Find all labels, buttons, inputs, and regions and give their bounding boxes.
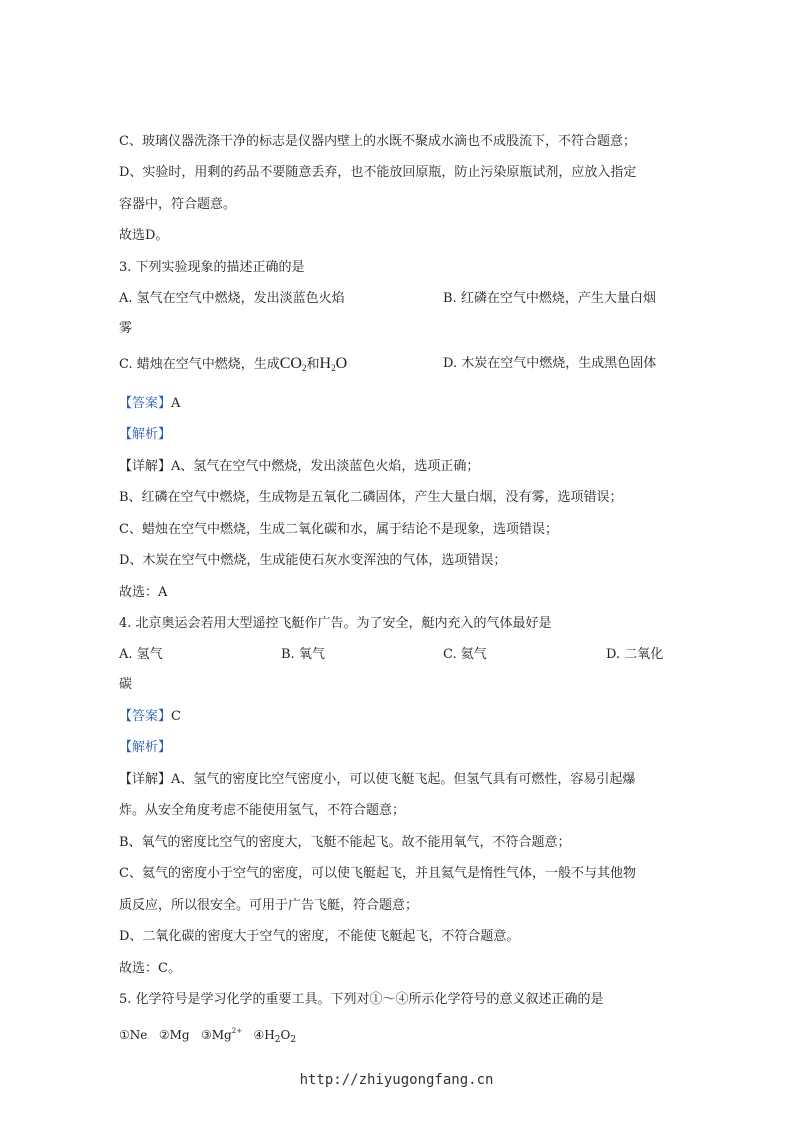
detail-line: 质反应，所以很安全。可用于广告飞艇，符合题意； (119, 898, 419, 913)
detail-line: 炸。从安全角度考虑不能使用氢气，不符合题意； (119, 803, 406, 818)
question-stem: 3. 下列实验现象的描述正确的是 (119, 260, 305, 275)
symbol-item-1: ①Ne (119, 1028, 148, 1042)
detail-line: D、二氧化碳的密度大于空气的密度，不能使飞艇起飞，不符合题意。 (119, 929, 520, 944)
option-a: A. 氢气 (119, 647, 163, 662)
symbol-item-4: $④H_2O_2$ (253, 1028, 297, 1045)
option-b: B. 红磷在空气中燃烧，产生大量白烟 (443, 291, 656, 306)
detail-text: A、氢气在空气中燃烧，发出淡蓝色火焰，选项正确； (171, 459, 480, 474)
detail-text: A、氢气的密度比空气密度小，可以使飞艇飞起。但氢气具有可燃性，容易引起爆 (171, 772, 636, 787)
option-a: A. 氢气在空气中燃烧，发出淡蓝色火焰 (119, 291, 345, 306)
text-line: D、实验时，用剩的药品不要随意丢弃，也不能放回原瓶，防止污染原瓶试剂，应放入指定 (119, 165, 637, 180)
question-stem: 5. 化学符号是学习化学的重要工具。下列对①～④所示化学符号的意义叙述正确的是 (119, 992, 604, 1007)
formula-co2: $CO_2$ (279, 355, 307, 373)
analysis-label: 【解析】 (119, 740, 172, 755)
option-d-wrap: 碳 (119, 677, 133, 692)
answer-line (119, 708, 181, 726)
detail-label: 【详解】 (119, 459, 172, 474)
option-b: B. 氧气 (281, 647, 325, 662)
choose-line: 故选：C。 (119, 961, 181, 976)
detail-line: C、氦气的密度小于空气的密度，可以使飞艇起飞，并且氦气是惰性气体，一般不与其他物 (119, 866, 636, 881)
detail-line (119, 458, 479, 476)
question-stem: 4. 北京奥运会若用大型遥控飞艇作广告。为了安全，艇内充入的气体最好是 (119, 616, 552, 631)
detail-line: B、红磷在空气中燃烧，生成物是五氧化二磷固体，产生大量白烟，没有雾，选项错误； (119, 490, 623, 505)
option-c-text: C. 蜡烛在空气中燃烧，生成 (119, 357, 280, 372)
detail-line: B、氧气的密度比空气的密度大，飞艇不能起飞。故不能用氧气，不符合题意； (119, 835, 571, 850)
text-line: 故选D。 (119, 228, 169, 243)
answer-value: C (171, 709, 181, 724)
answer-line (119, 395, 180, 413)
option-c (119, 355, 347, 377)
option-d: D. 木炭在空气中燃烧，生成黑色固体 (443, 356, 657, 371)
answer-label: 【答案】 (119, 396, 172, 411)
detail-line (119, 771, 635, 789)
option-c: C. 氦气 (443, 647, 487, 662)
detail-line: C、蜡烛在空气中燃烧，生成二氧化碳和水，属于结论不是现象，选项错误； (119, 522, 558, 537)
formula-h2o: $H_2O$ (319, 355, 348, 373)
symbol-item-2: ②Mg (158, 1028, 190, 1042)
text-line: 容器中，符合题意。 (119, 197, 237, 212)
footer-url[interactable]: http://zhiyugongfang.cn (299, 1072, 494, 1088)
answer-value: A (171, 396, 181, 411)
detail-line: D、木炭在空气中燃烧，生成能使石灰水变浑浊的气体，选项错误； (119, 553, 507, 568)
option-d: D. 二氧化 (606, 647, 664, 662)
choose-line: 故选：A (119, 585, 168, 600)
symbol-item-3: $③Mg^{2+}$ (201, 1027, 243, 1042)
analysis-label: 【解析】 (119, 427, 172, 442)
detail-label: 【详解】 (119, 772, 172, 787)
answer-label: 【答案】 (119, 709, 172, 724)
text-line: C、玻璃仪器洗涤干净的标志是仪器内壁上的水既不聚成水滴也不成股流下，不符合题意； (119, 134, 636, 149)
option-c-and: 和 (306, 357, 320, 372)
symbol-list (119, 1022, 296, 1049)
option-b-wrap: 雾 (119, 321, 133, 336)
